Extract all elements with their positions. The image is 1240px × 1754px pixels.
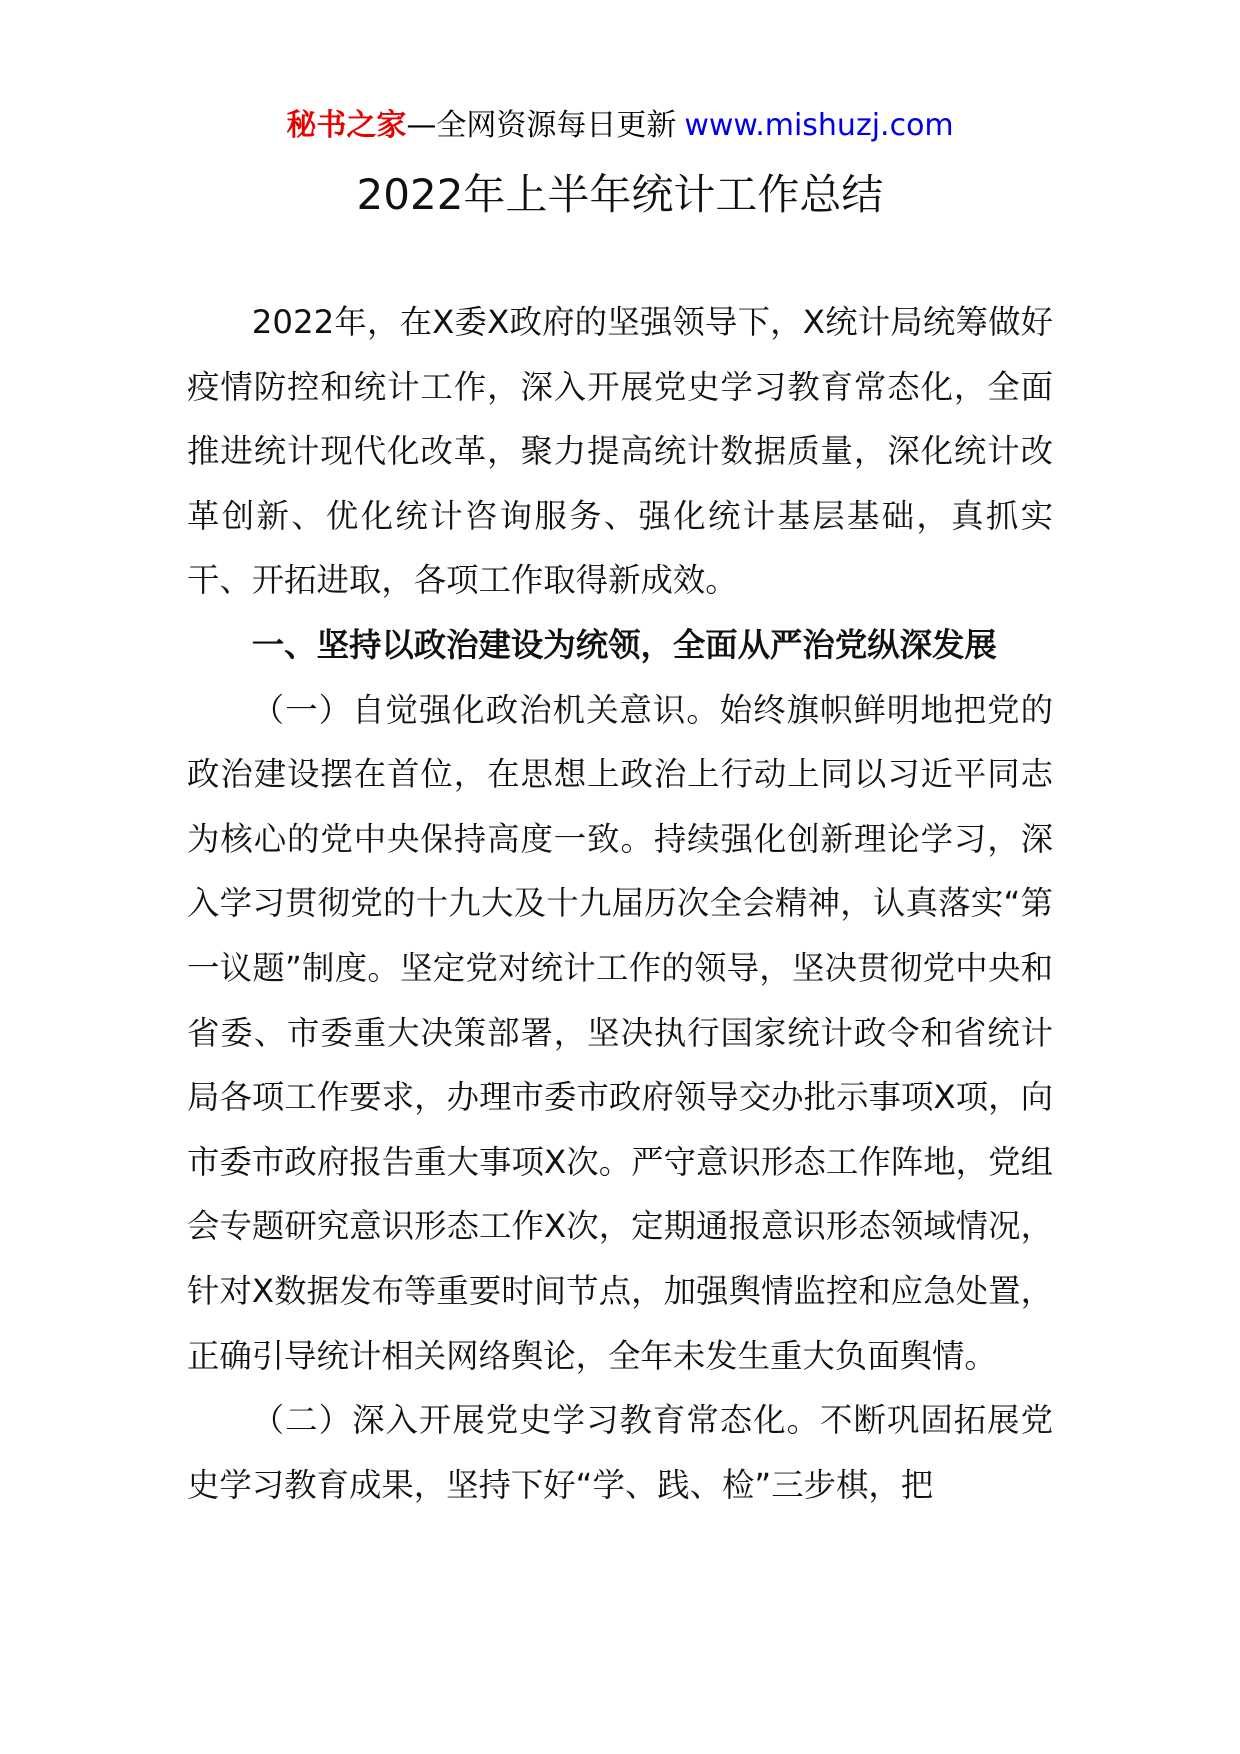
site-link[interactable]: www.mishuzj.com bbox=[684, 108, 954, 143]
site-tagline: —全网资源每日更新 bbox=[406, 108, 677, 143]
intro-paragraph: 2022年，在X委X政府的坚强领导下，X统计局统筹做好疫情防控和统计工作，深入开展党史学习教育常态化，全面推进统计现代化改革，聚力提高统计数据质量，深化统计改革创新、优化统计咨询服务、强化统计基层基础，真抓实干、开拓进取，各项工作取得新成效。 bbox=[187, 303, 1053, 600]
body-paragraph: （一）自觉强化政治机关意识。始终旗帜鲜明地把党的政治建设摆在首位，在思想上政治上行动上同以习近平同志为核心的党中央保持高度一致。持续强化创新理论学习，深入学习贯彻党的十九大及十九届历次全会精神，认真落实“第一议题”制度。坚定党对统计工作的领导，坚决贯彻党中央和省委、市委重大决策部署，坚决执行国家统计政令和省统计局各项工作要求，办理市委市政府领导交办批示事项X项，向市委市政府报告重大事项X次。严守意识形态工作阵地，党组会专题研究意识形态工作X次，定期通报意识形态领域情况，针对X数据发布等重要时间节点，加强舆情监控和应急处置，正确引导统计相关网络舆论，全年未发生重大负面舆情。 bbox=[187, 690, 1053, 1375]
site-header bbox=[0, 104, 1240, 148]
site-brand: 秘书之家 bbox=[286, 108, 407, 143]
section-heading: 一、坚持以政治建设为统领，全面从严治党纵深发展 bbox=[251, 625, 997, 664]
document-title: 2022年上半年统计工作总结 bbox=[356, 170, 884, 219]
body-paragraph: （二）深入开展党史学习教育常态化。不断巩固拓展党史学习教育成果，坚持下好“学、践、检”三步棋，把 bbox=[187, 1401, 1053, 1504]
document-body bbox=[187, 290, 1053, 1517]
